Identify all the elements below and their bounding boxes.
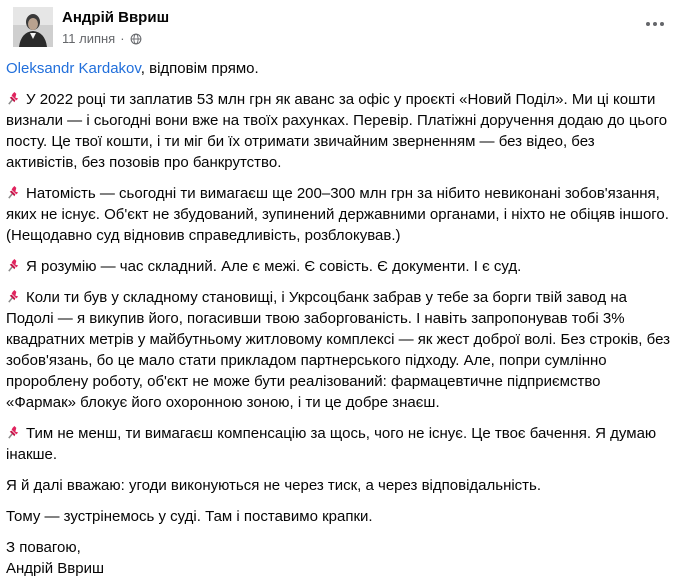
post-date[interactable]: 11 липня: [62, 31, 116, 46]
paragraph-text: Коли ти був у складному становищі, і Укрсоцбанк забрав у тебе за борги твій завод на Подолі — я викупив його, погасивши твою заборгованість. І навіть запропонував тобі 3% квадратних метрів у майбутньому житловому комплексі — як жест доброї волі. Без строків, без зобов'язань, бо це мало стати прикладом партнерського підходу. Але, попри сумлінно пророблену роботу, об'єкт не може бути реалізований: фармацевтичне підприємство «Фармак» блокує його охоронною зоною, і ти це добре знаєш.: [6, 289, 670, 411]
meta-separator: ·: [120, 31, 125, 46]
pushpin-icon: [6, 258, 21, 273]
paragraph-text: Натомість — сьогодні ти вимагаєш ще 200–300 млн грн за нібито невиконані зобов'язання, яких не існує. Об'єкт не збудований, зупинений державними органами, і ніхто не обіцяв іншого. (Нещодавно суд відновив справедливість, розблокував.): [6, 185, 669, 244]
pushpin-icon: [6, 425, 21, 440]
pushpin-icon: [6, 289, 21, 304]
more-options-icon: [645, 21, 665, 27]
paragraph-text: У 2022 році ти заплатив 53 млн грн як аванс за офіс у проєкті «Новий Поділ». Ми ці кошти визнали — і сьогодні вони вже на твоїх рахунках. Перевір. Платіжні доручення додаю до цього посту. Це твої кошти, і ти міг би їх отримати звичайним зверненням — без відео, без активістів, без позовів про банкрутство.: [6, 91, 668, 171]
post-header: [6, 0, 679, 56]
paragraph-text: Я розумію — час складний. Але є межі. Є совість. Є документи. І є суд.: [26, 258, 522, 275]
paragraph-1: [6, 89, 670, 173]
greeting-text: , відповім прямо.: [140, 60, 259, 77]
more-options-button[interactable]: [641, 14, 669, 34]
closing-line-2: Тому — зустрінемось у суді. Там і поставимо крапки.: [6, 508, 373, 525]
paragraph-text: Тим не менш, ти вимагаєш компенсацію за щось, чого не існує. Це твоє бачення. Я думаю інакше.: [6, 425, 657, 463]
globe-icon: [130, 33, 142, 45]
signoff-line-2: Андрій Ввриш: [6, 560, 104, 577]
paragraph-2: [6, 183, 670, 246]
closing-line-1: Я й далі вважаю: угоди виконуються не через тиск, а через відповідальність.: [6, 477, 542, 494]
mention-link[interactable]: Oleksandr Kardakov: [6, 60, 141, 77]
pushpin-icon: [6, 185, 21, 200]
greeting-line: [6, 58, 670, 79]
paragraph-5: [6, 423, 670, 465]
pushpin-icon: [6, 91, 21, 106]
paragraph-3: [6, 256, 670, 277]
signoff-line-1: З повагою,: [6, 539, 81, 556]
post-body: [6, 58, 670, 579]
author-name[interactable]: Андрій Ввриш: [62, 9, 170, 26]
avatar-photo-icon: [13, 7, 53, 47]
paragraph-4: [6, 287, 670, 413]
post-meta: [62, 31, 142, 46]
author-avatar[interactable]: [13, 7, 53, 47]
